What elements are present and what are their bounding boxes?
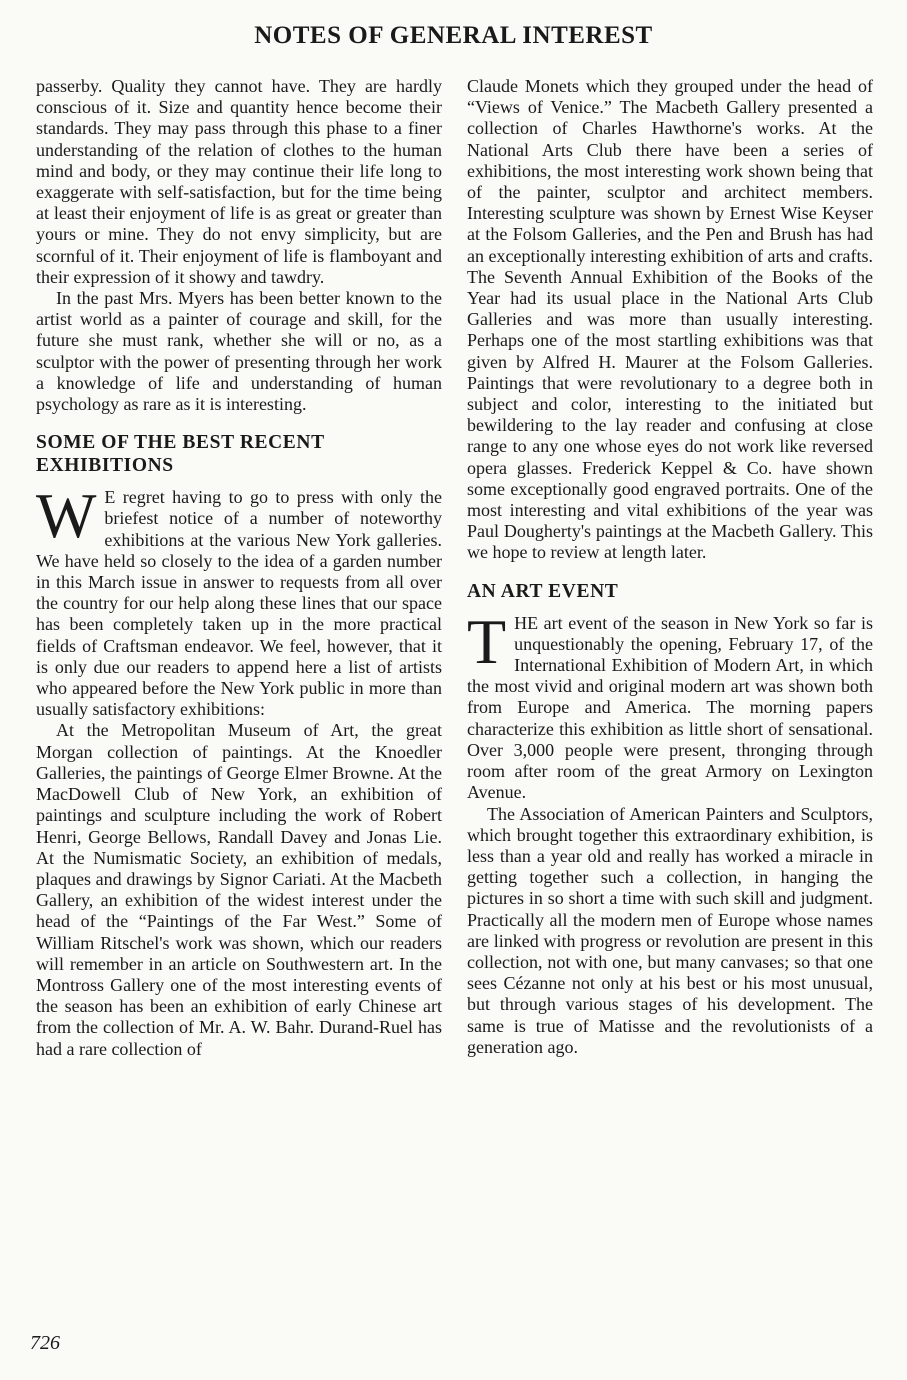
right-paragraph-2-text: HE art event of the season in New York so far is unquestionably the opening, February 17, of the International Exhibition of Modern Art, in which the most vivid and original modern art was shown both from Europe and America. The morning papers characterize this exhibition as little short of sensational. Over 3,000 people were present, thronging through room after room of the great Armory on Lexington Avenue.: [467, 612, 873, 803]
right-paragraph-1: Claude Monets which they grouped under the head of “Views of Venice.” The Macbeth Gallery presented a collection of Charles Hawthorne's works. At the National Arts Club there have been a series of exhibitions, the most interesting work shown being that of the painter, sculptor and architect members. Interesting sculpture was shown by Ernest Wise Keyser at the Folsom Galleries, and the Pen and Brush has had an exceptionally interesting exhibition of arts and crafts. The Seventh Annual Exhibition of the Books of the Year had its usual place in the National Arts Club Galleries and was more than usually interesting. Perhaps one of the most startling exhibitions was that given by Alfred H. Maurer at the Folsom Galleries. Paintings that were revolutionary to a degree both in subject and color, interesting to the initiated but bewildering to the lay reader and confusing at close range to any one whose eyes do not work like reversed opera glasses. Frederick Keppel & Co. have shown some exceptionally good engraved portraits. One of the most interesting and vital exhibitions of the year was Paul Dougherty's paintings at the Macbeth Gallery. This we hope to review at length later.: [467, 76, 873, 563]
left-paragraph-3: [36, 480, 442, 720]
section-heading-exhibitions: SOME OF THE BEST RECENT EXHIBITIONS: [36, 432, 325, 477]
right-paragraph-3: The Association of American Painters and Sculptors, which brought together this extraordinary exhibition, is less than a year old and really has worked a miracle in getting together such a collection, in hanging the pictures in so short a time with such skill and judgment. Practically all the modern men of Europe whose names are linked with progress or revolution are present in this collection, not with one, but many canvases; so that one sees Cézanne not only at his best or his most unusual, but through various stages of his development. The same is true of Matisse and the revolutionists of a generation ago.: [467, 803, 873, 1057]
drop-cap-t: T: [467, 605, 507, 677]
right-paragraph-2: [467, 605, 873, 804]
left-paragraph-2: In the past Mrs. Myers has been better known to the artist world as a painter of courage and skill, for the future she must rank, whether she will or no, as a sculptor with the power of presenting through her work a knowledge of life and understanding of human psychology as rare as it is interesting.: [36, 288, 442, 415]
left-paragraph-4: At the Metropolitan Museum of Art, the great Morgan collection of paintings. At the Knoedler Galleries, the paintings of George Elmer Browne. At the MacDowell Club of New York, an exhibition of paintings and sculpture including the work of Robert Henri, George Bellows, Randall Davey and Jonas Lie. At the Numismatic Society, an exhibition of medals, plaques and drawings by Signor Cariati. At the Macbeth Gallery, an exhibition of the widest interest under the head of the “Paintings of the Far West.” Some of William Ritschel's work was shown, which our readers will remember in an article on Southwestern art. In the Montross Gallery one of the most interesting events of the season has been an exhibition of early Chinese art from the collection of Mr. A. W. Bahr. Durand-Ruel has had a rare collection of: [36, 720, 442, 1059]
right-column: [467, 76, 873, 1058]
left-column: [36, 76, 442, 1060]
left-paragraph-3-text: E regret having to go to press with only the briefest notice of a number of noteworthy exhibitions at the various New York galleries. We have held so closely to the idea of a garden number in this March issue in answer to requests from all over the country for our help along these lines that our space has been completely taken up in the more practical fields of Craftsman endeavor. We feel, however, that it is only due our readers to append here a list of artists who appeared before the New York public in more than usually satisfactory exhibitions:: [36, 487, 442, 720]
drop-cap-w: W: [36, 480, 97, 552]
section-heading-art-event: AN ART EVENT: [467, 580, 619, 602]
left-paragraph-1: passerby. Quality they cannot have. They are hardly conscious of it. Size and quantity hence become their standards. They may pass through this phase to a finer understanding of the relation of clothes to the human mind and body, or they may continue their life long to exaggerate with self-satisfaction, but for the time being at least their enjoyment of life is as great or greater than yours or mine. They do not envy simplicity, but are scornful of it. Their enjoyment of life is flamboyant and their expression of it showy and tawdry.: [36, 76, 442, 287]
page-header: NOTES OF GENERAL INTEREST: [254, 22, 653, 49]
page-number: 726: [30, 1332, 60, 1354]
